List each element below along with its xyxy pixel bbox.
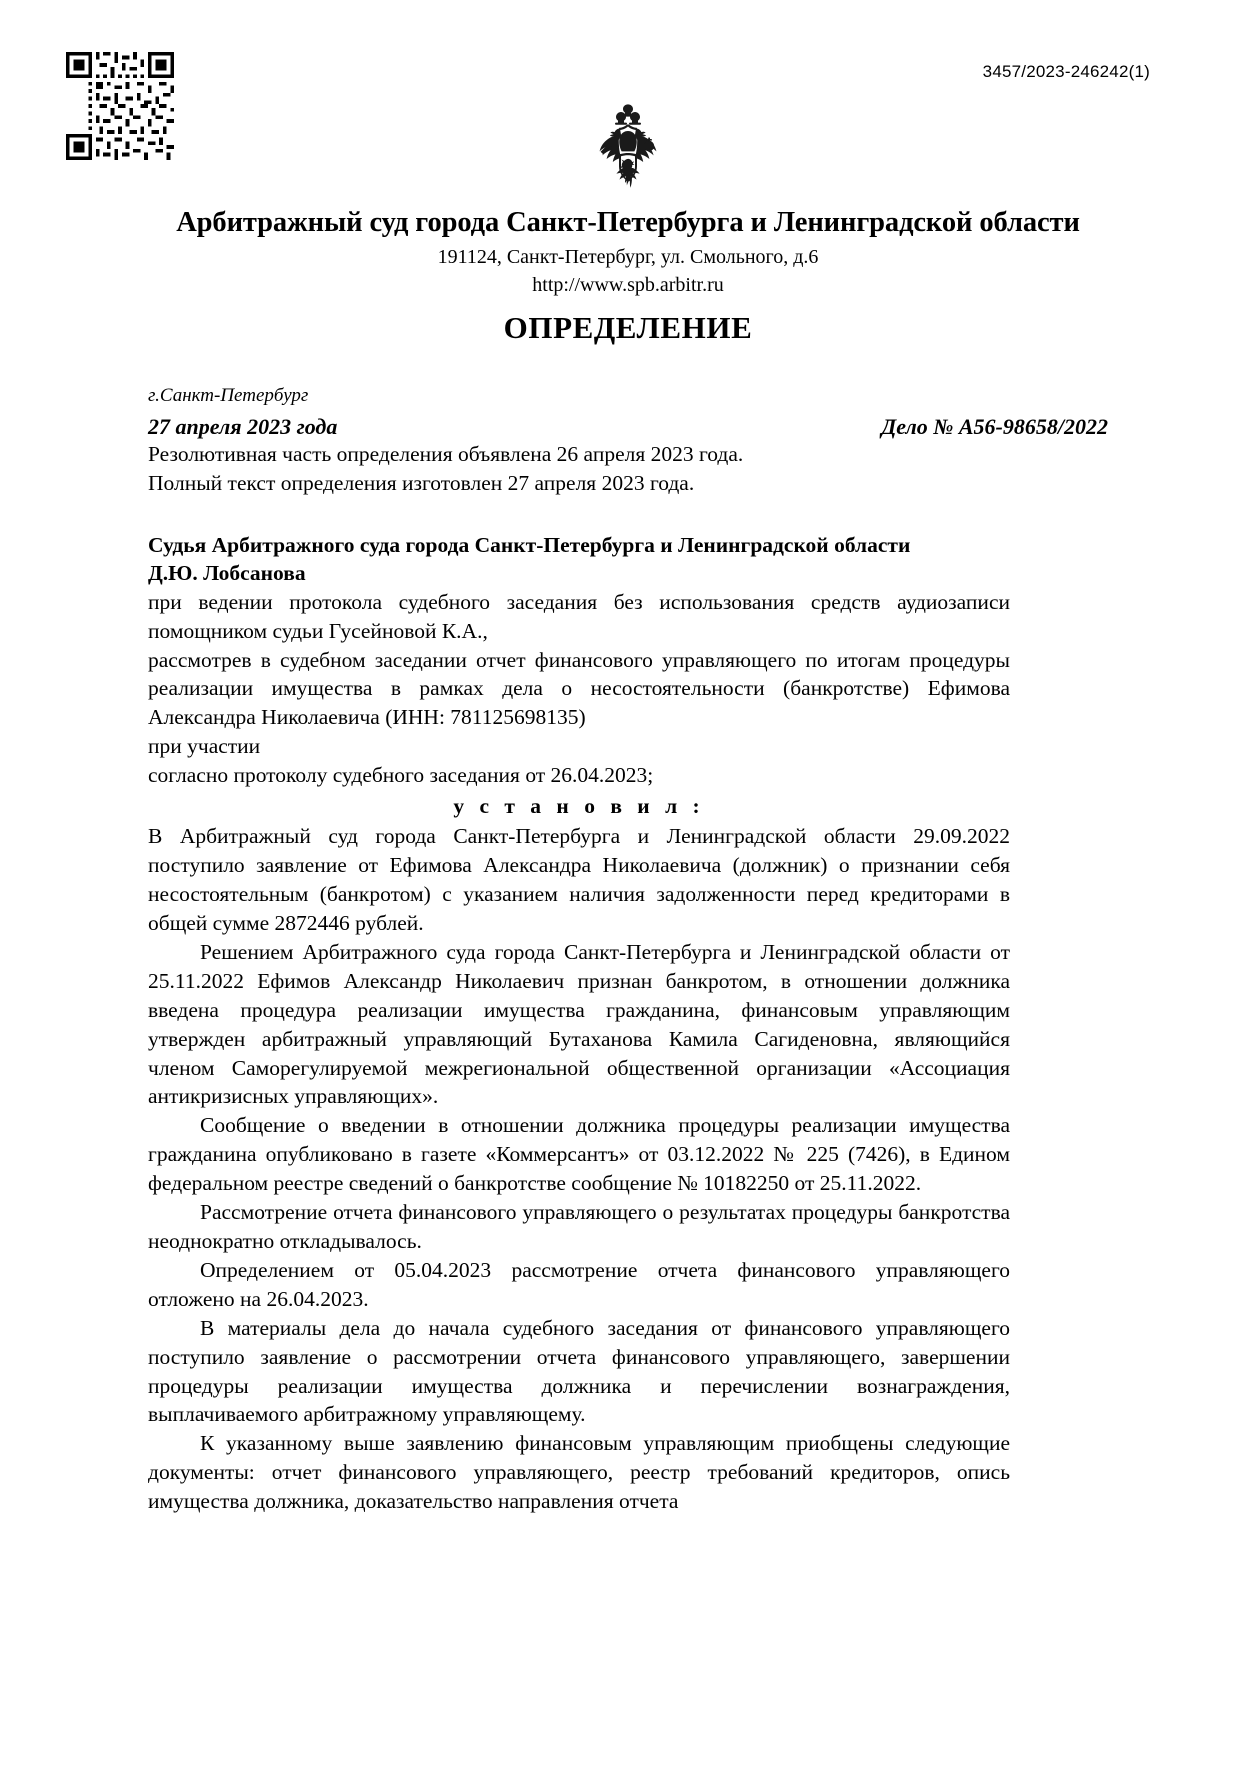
- judge-name: Д.Ю. Лобсанова: [148, 560, 306, 585]
- document-title: ОПРЕДЕЛЕНИЕ: [503, 310, 753, 345]
- spacer: [148, 498, 1010, 532]
- document-meta: [148, 382, 1108, 442]
- case-number: Дело № А56-98658/2022: [881, 413, 1108, 439]
- court-address: 191124, Санкт-Петербург, ул. Смольного, д.6: [437, 245, 819, 268]
- according-to-protocol-line: согласно протоколу судебного заседания от 26.04.2023;: [148, 763, 654, 788]
- paragraph-5: В материалы дела до начала судебного заседания от финансового управляющего поступило заявление о рассмотрении отчета финансового управляющего, завершении процедуры реализации имущества должника и перечислении вознаграждения, выплачиваемого арбитражному управляющему.: [148, 1315, 1010, 1427]
- judge-title-line: Судья Арбитражного суда города Санкт-Петербурга и Ленинградской области: [148, 532, 911, 557]
- document-number: 3457/2023-246242(1): [982, 62, 1150, 81]
- court-website-url: http://www.spb.arbitr.ru: [532, 274, 724, 297]
- paragraph-3: Рассмотрение отчета финансового управляющего о результатах процедуры банкротства неоднократно откладывалось.: [148, 1200, 1010, 1253]
- full-text-prepared-line: Полный текст определения изготовлен 27 апреля 2023 года.: [148, 470, 695, 495]
- paragraph-0: В Арбитражный суд города Санкт-Петербурга и Ленинградской области 29.09.2022 поступило заявление от Ефимова Александра Николаевича (должник) о признании себя несостоятельным (банкротом) с указанием наличия задолженности перед кредиторами в общей сумме 2872446 рублей.: [148, 824, 1010, 935]
- document-body: [148, 440, 1010, 1516]
- coat-of-arms-icon: [0, 104, 1256, 201]
- court-name: Арбитражный суд города Санкт-Петербурга и Ленинградской области: [176, 207, 1080, 238]
- participation-line: при участии: [148, 734, 261, 759]
- city-label: г.Санкт-Петербург: [148, 385, 309, 406]
- paragraph-6: К указанному выше заявлению финансовым управляющим приобщены следующие документы: отчет финансового управляющего, реестр требований кредиторов, опись имущества должника, доказательство направления отчета: [148, 1431, 1010, 1514]
- established-heading: у с т а н о в и л :: [453, 794, 705, 819]
- resolution-announced-line: Резолютивная часть определения объявлена 26 апреля 2023 года.: [148, 442, 744, 466]
- protocol-line: при ведении протокола судебного заседания без использования средств аудиозаписи помощником судьи Гусейновой К.А.,: [148, 589, 1010, 643]
- paragraph-1: Решением Арбитражного суда города Санкт-Петербурга и Ленинградской области от 25.11.2022 Ефимов Александр Николаевич признан банкротом, в отношении должника введена процедура реализации имущества гражданина, финансовым управляющим утвержден арбитражный управляющий Бутаханова Камила Сагиденовна, являющийся членом Саморегулируемой межрегиональной общественной организации «Ассоциация антикризисных управляющих».: [148, 939, 1010, 1109]
- date-and-case-line: [148, 411, 1108, 443]
- ruling-date: 27 апреля 2023 года: [148, 413, 338, 439]
- considered-line: рассмотрев в судебном заседании отчет финансового управляющего по итогам процедуры реализации имущества в рамках дела о несостоятельности (банкротстве) Ефимова Александра Николаевича (ИНН: 781125698135): [148, 647, 1010, 730]
- court-header: [0, 206, 1256, 299]
- paragraph-2: Сообщение о введении в отношении должника процедуры реализации имущества гражданина опубликовано в газете «Коммерсантъ» от 03.12.2022 № 225 (7426), в Едином федеральном реестре сведений о банкротстве сообщение № 10182250 от 25.11.2022.: [148, 1113, 1010, 1196]
- paragraph-4: Определением от 05.04.2023 рассмотрение отчета финансового управляющего отложено на 26.04.2023.: [148, 1257, 1010, 1311]
